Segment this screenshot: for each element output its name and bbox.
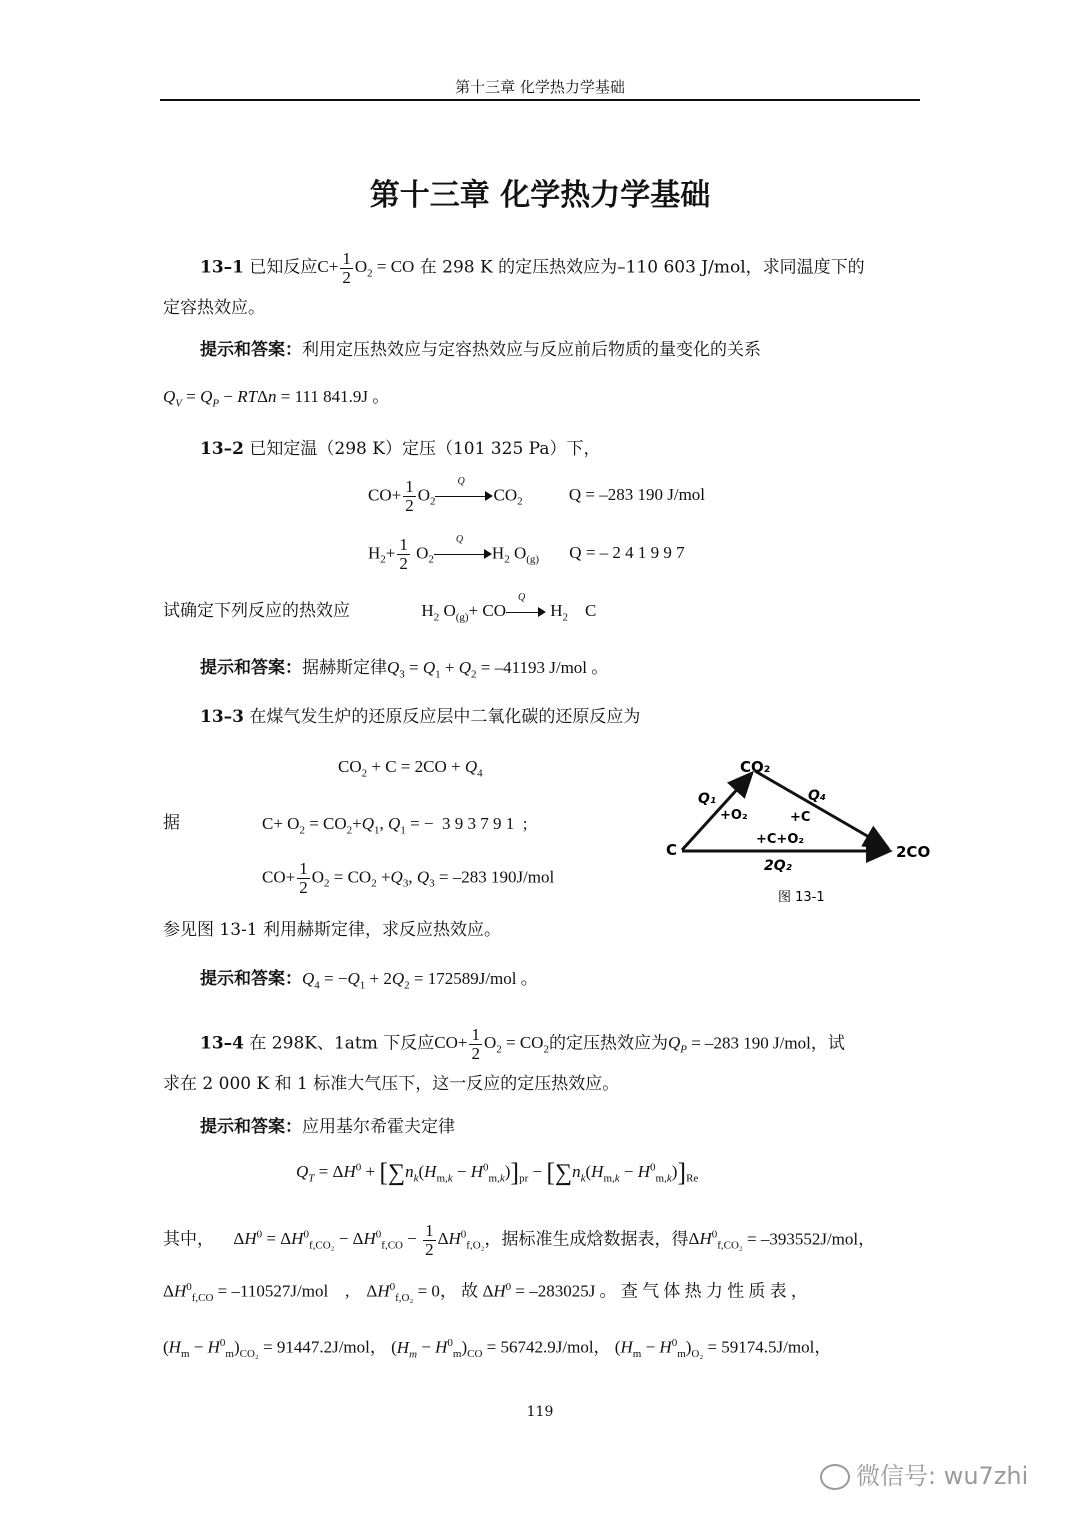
problem-13-2-hint: 提示和答案：据赫斯定律$Q_3 = Q_1 + Q_2 = -41193$ J/mol 。 <box>200 658 609 681</box>
problem-13-1-line2: 定容热效应。 <box>163 298 265 318</box>
problem-13-2-intro: 13–2 已知定温（298 K）定压（101 325 Pa）下， <box>200 439 601 459</box>
problem-13-3-ref: 参见图 13-1 利用赫斯定律，求反应热效应。 <box>163 920 501 940</box>
reaction-h2-oxidation: $H_2+$ $\frac{1}{2}$ $O_2$ Q $H_2$ $O_{(g)}$ Q = – 2 4 1 9 9 7 <box>368 534 685 573</box>
page-number: 119 <box>526 1404 554 1420</box>
problem-13-3-intro: 13–3 在煤气发生炉的还原反应层中二氧化碳的还原反应为 <box>200 707 641 727</box>
label-2q2: 2Q₂ <box>764 858 792 874</box>
node-2co: 2CO <box>896 843 931 861</box>
label-plus-c: +C <box>790 810 811 825</box>
label-q1: Q₁ <box>698 791 717 807</box>
wechat-icon <box>820 1464 850 1490</box>
problem-13-3-hint: 提示和答案：$Q_4 = -Q_1 + 2Q_2 = 172589J/mol$ 。 <box>200 969 538 992</box>
problem-13-4-enthalpies: $(H_m - H^0_m)_{CO_2} = 91447.2J/mol$， $(H_m - H^0_m)_{CO} = 56742.9J/mol$， $(H_m - H^0_m)_{O_2} = 59174.5J/mol$， <box>163 1337 832 1361</box>
header-rule <box>160 99 920 101</box>
problem-13-4-hint: 提示和答案：应用基尔希霍夫定律 <box>200 1117 455 1137</box>
problem-13-4-line2: 求在 2 000 K 和 1 标准大气压下，这一反应的定压热效应。 <box>163 1074 620 1094</box>
reaction-c-oxidation: $C+ O_2 = CO_2+Q_1$, $Q_1$ = − 3 9 3 7 9 1 ; <box>262 814 528 837</box>
figure-caption: 图 13-1 <box>778 890 825 905</box>
reaction-co-oxidation: CO+ $\frac{1}{2}$ $O_2$ Q $CO_2$ Q = –283 190 J/mol <box>368 476 706 515</box>
label-ju: 据 <box>163 813 180 833</box>
problem-13-2-ask: 试确定下列反应的热效应 $H_2$ $O_{(g)}+$ CO Q $H_2$ C <box>163 592 597 624</box>
problem-13-4-values: $\Delta H^0_{f,CO} = -110527J/mol$ , $\Delta H^0_{f,O_2} = 0$， 故 $\Delta H^0 = -283025J$ 。 查 气 体 热 力 性 质 表 ， <box>163 1281 808 1305</box>
label-plus-c-o2: +C+O₂ <box>756 832 805 847</box>
label-q4: Q₄ <box>808 788 827 804</box>
kirchhoff-equation: $Q_T = \Delta H^0 + [\sum n_k(H_{m,k} - H^0_{m,k})]_{pr} - [\sum n_k(H_{m,k} - H^0_{m,k})]_{Re}$ <box>296 1158 699 1187</box>
hess-cycle-diagram <box>660 745 960 915</box>
chapter-title: 第十三章 化学热力学基础 <box>369 178 711 213</box>
problem-13-1-answer: $Q_V = Q_P - RT\Delta n = 111$ 841.9J 。 <box>163 387 390 410</box>
problem-13-1-line1: 13–1 已知反应C+ $\frac{1}{2}$ $O_2$ = CO 在 298 K 的定压热效应为–110 603 J/mol，求同温度下的 <box>200 249 865 287</box>
label-plus-o2: +O₂ <box>720 808 748 823</box>
node-co2: CO₂ <box>740 758 771 776</box>
running-header: 第十三章 化学热力学基础 <box>455 78 625 96</box>
problem-13-1-hint: 提示和答案：利用定压热效应与定容热效应与反应前后物质的量变化的关系 <box>200 340 761 360</box>
watermark: 微信号: wu7zhi <box>820 1456 1028 1491</box>
node-c: C <box>666 841 678 859</box>
problem-13-4-line1: 13–4 在 298K、1atm 下反应CO+ $\frac{1}{2}$ $O_2 = CO_2$的定压热效应为$Q_P = -283$ 190 J/mol，试 <box>200 1025 845 1063</box>
problem-13-4-where: 其中， $\Delta H^0 = \Delta H^0_{f,CO_2} - \Delta H^0_{f,CO}$ − $\frac{1}{2}$ $\Delta H^0_{f,O_2}$，据标准生成焓数据表，得$\Delta H^0_{f,CO_2} = -393552J/mol$， <box>163 1221 876 1259</box>
reaction-co-oxidation-2: CO+ $\frac{1}{2}$ $O_2 = CO_2 +Q_3$, $Q_3 = -283$ 190J/mol <box>262 859 555 897</box>
reaction-co2-reduction: $CO_2 + C = 2CO + Q_4$ <box>338 757 483 780</box>
